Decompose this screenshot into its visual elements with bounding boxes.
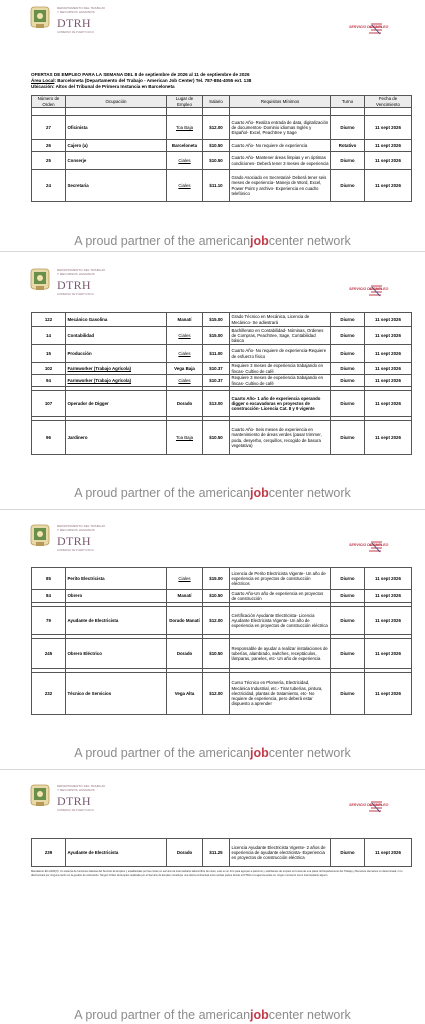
cell-order: 94 <box>32 375 66 387</box>
partner-job: job <box>250 746 269 760</box>
document-page-2 <box>0 262 425 510</box>
cell-place: Dorado <box>167 839 203 867</box>
cell-occupation: Ayudante de Electricista <box>66 607 167 635</box>
partner-american: american <box>198 746 251 760</box>
cell-occupation: Obrero <box>66 590 167 603</box>
cell-shift: Diurno <box>331 116 365 140</box>
cell-order: 84 <box>32 590 66 603</box>
cell-salary: $11.10 <box>203 170 230 202</box>
cell-occupation: Jardinero <box>66 421 167 455</box>
cell-order: 15 <box>32 345 66 363</box>
partner-prefix: A proud partner of the <box>74 486 199 500</box>
cell-requirements: Certificación Ayudante Electricista- Licencia Ayudante Electricista Vigente- Un año de experiencia en proyectos de construcción eléctrica <box>230 607 331 635</box>
cell-place: Ciales <box>167 327 203 345</box>
partner-center: center <box>268 1008 304 1022</box>
cell-requirements: Cuarto Año- Mantener áreas limpias y en óptimas condiciones- Deberá tener 3 meses de experiencia <box>230 152 331 170</box>
agency-line-2: Y RECURSOS HUMANOS <box>57 528 95 532</box>
table-row <box>32 313 412 327</box>
cell-due: 11 sept 2026 <box>365 152 412 170</box>
puerto-rico-seal-icon <box>30 268 50 292</box>
cell-shift: Diurno <box>331 607 365 635</box>
cell-shift: Diurno <box>331 363 365 375</box>
cell-requirements: Grado Técnico en Mecánica, Licencia de Mecánico- Se adiestrará <box>230 313 331 327</box>
cell-requirements: Cuarto Año- Realiza entrada de data, digitalización de documentos- Dominio idiomas Inglés y Español- Excel, Peachtree y Sage <box>230 116 331 140</box>
partner-job: job <box>250 486 269 500</box>
table-row <box>32 327 412 345</box>
cell-requirements: Cuarto Año- No requiere de experiencia <box>230 140 331 152</box>
cell-place: Manatí <box>167 590 203 603</box>
cell-due: 11 sept 2026 <box>365 839 412 867</box>
table-row <box>32 639 412 669</box>
cell-salary: $12.00 <box>203 116 230 140</box>
cell-requirements: Grado Asociado en Secretarial- Deberá tener seis meses de experiencia- Manejo de Word, Excel, Power Point y archivo- Experiencia en cuadro telefónico <box>230 170 331 202</box>
agency-acronym: DTRH <box>57 794 91 808</box>
cell-salary: $10.50 <box>203 639 230 669</box>
agency-acronym: DTRH <box>57 278 91 292</box>
page-header <box>0 518 425 558</box>
area-text: : Barceloneta (Departamento del Trabajo - American Job Center) Tel. 787-884-4055 ext. 138 <box>54 78 252 83</box>
table-row <box>32 375 412 387</box>
cell-due: 11 sept 2026 <box>365 421 412 455</box>
partner-center: center <box>268 234 304 248</box>
gov-line: GOBIERNO DE PUERTO RICO <box>57 31 94 34</box>
gov-line: GOBIERNO DE PUERTO RICO <box>57 293 94 296</box>
table-row <box>32 108 412 116</box>
cell-occupation: Farmworker (Trabajo Agrícola) <box>66 375 167 387</box>
puerto-rico-seal-icon <box>30 524 50 548</box>
cell-occupation: Farmworker (Trabajo Agrícola) <box>66 363 167 375</box>
col-header-requirements: Requisitos Mínimos <box>230 96 331 108</box>
partner-suffix: network <box>303 234 351 248</box>
cell-requirements: Cuarto Año-Un año de experiencia en proyectos de construcción <box>230 590 331 603</box>
table-row <box>32 363 412 375</box>
cell-due: 11 sept 2026 <box>365 568 412 590</box>
table-row <box>32 152 412 170</box>
partner-prefix: A proud partner of the <box>74 1008 199 1022</box>
cell-due: 11 sept 2026 <box>365 639 412 669</box>
table-row <box>32 568 412 590</box>
cell-order: 232 <box>32 673 66 715</box>
cell-occupation: Técnico de Servicios <box>66 673 167 715</box>
table-row <box>32 421 412 455</box>
cell-requirements: Licencia Ayudante Electricista Vigente- 2 años de experiencia de ayudante electricista- Experiencia en proyectos de construcción eléctrica <box>230 839 331 867</box>
partner-prefix: A proud partner of the <box>74 746 199 760</box>
col-header-place: Lugar de Empleo <box>167 96 203 108</box>
cell-due: 11 sept 2026 <box>365 345 412 363</box>
cell-salary: $10.50 <box>203 421 230 455</box>
cell-order: 122 <box>32 313 66 327</box>
document-page-1 <box>0 0 425 252</box>
cell-shift: Diurno <box>331 345 365 363</box>
cell-place: Manatí <box>167 313 203 327</box>
cell-requirements: Cuarto Año- 1 año de experiencia operando digger o excavadoras en proyectos de construcción- Licencia Cat. 8 y 9 vigente <box>230 391 331 417</box>
cell-shift: Diurno <box>331 568 365 590</box>
cell-requirements: Cuarto Año- Seis meses de experiencia en mantenimiento de áreas verdes (pasar trimmer, poda, desyerbo, cerquillos, recogido de basura vegetativa) <box>230 421 331 455</box>
table-row <box>32 170 412 202</box>
cell-shift: Diurno <box>331 391 365 417</box>
table-row <box>32 590 412 603</box>
col-header-occupation: Ocupación <box>66 96 167 108</box>
cell-shift: Diurno <box>331 639 365 669</box>
cell-place: Ciales <box>167 375 203 387</box>
document-page-3 <box>0 518 425 770</box>
cell-order: 79 <box>32 607 66 635</box>
agency-line-2: Y RECURSOS HUMANOS <box>57 10 95 14</box>
gov-line: GOBIERNO DE PUERTO RICO <box>57 549 94 552</box>
cell-shift: Diurno <box>331 673 365 715</box>
agency-line-2: Y RECURSOS HUMANOS <box>57 788 95 792</box>
cell-salary: $12.00 <box>203 673 230 715</box>
offers-title: OFERTAS DE EMPLEO PARA LA SEMANA DEL 8 de septiembre de 2026 al 11 de septiembre de 2026 <box>31 72 250 77</box>
agency-line-1: DEPARTAMENTO DEL TRABAJO <box>57 6 106 10</box>
cell-shift: Diurno <box>331 170 365 202</box>
area-label: Área Local <box>31 78 55 83</box>
cell-order: 25 <box>32 152 66 170</box>
agency-line-1: DEPARTAMENTO DEL TRABAJO <box>57 524 106 528</box>
cell-occupation: Mecánico Gasolina <box>66 313 167 327</box>
cell-salary: $11.25 <box>203 839 230 867</box>
cell-requirements: Requiere 3 meses de experiencia trabajando en fincas- Cultivo de café <box>230 363 331 375</box>
puerto-rico-seal-icon <box>30 784 50 808</box>
cell-salary: $10.50 <box>203 140 230 152</box>
agency-line-1: DEPARTAMENTO DEL TRABAJO <box>57 268 106 272</box>
jobs-table-page-4 <box>31 838 412 867</box>
jobs-table-page-2 <box>31 312 412 455</box>
partner-suffix: network <box>303 746 351 760</box>
cell-place: Vega Baja <box>167 363 203 375</box>
cell-occupation: Conserje <box>66 152 167 170</box>
cell-shift: Diurno <box>331 839 365 867</box>
cell-requirements: Responsable de ayudar a realizar instalaciones de tuberías, alambrado, switches, receptáculos, lámparas, paneles, etc- Un año de experiencia <box>230 639 331 669</box>
cell-place: Ciales <box>167 345 203 363</box>
cell-salary: $10.37 <box>203 363 230 375</box>
cell-requirements: Cuarto Año- No requiere de experiencia-Requiere de esfuerzo físico <box>230 345 331 363</box>
cell-occupation: Perito Electricista <box>66 568 167 590</box>
gov-line: GOBIERNO DE PUERTO RICO <box>57 809 94 812</box>
cell-place: Ciales <box>167 568 203 590</box>
cell-shift: Rotativo <box>331 140 365 152</box>
puerto-rico-seal-icon <box>30 6 50 30</box>
cell-salary: $10.50 <box>203 152 230 170</box>
cell-place: Toa Baja <box>167 421 203 455</box>
cell-shift: Diurno <box>331 590 365 603</box>
cell-salary: $10.37 <box>203 375 230 387</box>
table-row <box>32 140 412 152</box>
cell-requirements: Curso Técnico en Plomería, Electricidad, Mecánica Industrial, etc.- Tirar tuberías, pintura, electricidad, plantas de tratamiento, etc- No requiere de experiencia, pero deberá estar dispuesto a aprender <box>230 673 331 715</box>
document-page-4 <box>0 778 425 1024</box>
cell-shift: Diurno <box>331 421 365 455</box>
cell-salary: $15.00 <box>203 327 230 345</box>
partner-center: center <box>268 486 304 500</box>
cell-occupation: Obrero Eléctrico <box>66 639 167 669</box>
cell-due: 11 sept 2026 <box>365 607 412 635</box>
table-row <box>32 391 412 417</box>
cell-due: 11 sept 2026 <box>365 673 412 715</box>
cell-place: Ciales <box>167 170 203 202</box>
cell-salary: $10.50 <box>203 590 230 603</box>
cell-occupation: Producción <box>66 345 167 363</box>
col-header-shift: Turno <box>331 96 365 108</box>
footer-legal-note: Mandatorio EO-2026(X): Un sistema de funciones básicas del Servicio de Empleo y establecidas por las cortes un servicio de intermediario laboral libre de costo, esto es un foro para agrupar a patronos y solicitantes de empleo en busca de una plaza. El Departamento del Trabajo y Recursos Humanos no determinará, ni lo discriminará por ninguna razón en la gestión de colocación. Ningún Orden de Empleo realizada por el Servicio de Empleo constituye una oferta contractual entre ambas partes donde el DTRH o la agencia actúe en ningún momento como intermediario alguno. <box>31 870 403 877</box>
table-row <box>32 345 412 363</box>
partner-american: american <box>198 486 251 500</box>
cell-order: 107 <box>32 391 66 417</box>
agency-acronym: DTRH <box>57 16 91 30</box>
col-header-salary: Salario <box>203 96 230 108</box>
service-logo-text: SERVICIO DE EMPLEO <box>349 543 389 547</box>
partner-tagline <box>0 486 425 500</box>
page-header <box>0 0 425 40</box>
cell-place: Dorado <box>167 391 203 417</box>
cell-occupation: Contabilidad <box>66 327 167 345</box>
cell-order: 85 <box>32 568 66 590</box>
cell-salary: $15.00 <box>203 313 230 327</box>
cell-order: 27 <box>32 116 66 140</box>
partner-suffix: network <box>303 1008 351 1022</box>
cell-salary: $12.00 <box>203 607 230 635</box>
cell-due: 11 sept 2026 <box>365 116 412 140</box>
page-header <box>0 262 425 302</box>
cell-salary: $11.00 <box>203 345 230 363</box>
table-header-row <box>32 96 412 108</box>
partner-center: center <box>268 746 304 760</box>
partner-american: american <box>198 1008 251 1022</box>
jobs-table-page-1 <box>31 95 412 202</box>
cell-shift: Diurno <box>331 152 365 170</box>
col-header-order: Número de Orden <box>32 96 66 108</box>
service-logo-text: SERVICIO DE EMPLEO <box>349 287 389 291</box>
col-header-due: Fecha de Vencimiento <box>365 96 412 108</box>
cell-order: 239 <box>32 839 66 867</box>
cell-order: 14 <box>32 327 66 345</box>
cell-order: 245 <box>32 639 66 669</box>
cell-requirements: Requiere 3 meses de experiencia trabajando en fincas- Cultivo de café <box>230 375 331 387</box>
page-header <box>0 778 425 818</box>
partner-tagline <box>0 234 425 248</box>
service-logo-text: SERVICIO DE EMPLEO <box>349 25 389 29</box>
cell-shift: Diurno <box>331 327 365 345</box>
partner-tagline <box>0 746 425 760</box>
cell-requirements: Licencia de Perito Electricista Vigente- Un año de experiencia en proyectos de construcción eléctricos <box>230 568 331 590</box>
cell-shift: Diurno <box>331 313 365 327</box>
cell-occupation: Oficinista <box>66 116 167 140</box>
partner-tagline <box>0 1008 425 1022</box>
agency-line-1: DEPARTAMENTO DEL TRABAJO <box>57 784 106 788</box>
table-row <box>32 839 412 867</box>
partner-job: job <box>250 234 269 248</box>
cell-due: 11 sept 2026 <box>365 375 412 387</box>
cell-order: 26 <box>32 140 66 152</box>
location-line: Ubicación: Altos del Tribunal de Primera Instancia en Barceloneta <box>31 84 175 89</box>
partner-suffix: network <box>303 486 351 500</box>
cell-place: Dorado Manatí <box>167 607 203 635</box>
agency-acronym: DTRH <box>57 534 91 548</box>
cell-place: Vega Alta <box>167 673 203 715</box>
cell-due: 11 sept 2026 <box>365 327 412 345</box>
cell-salary: $15.00 <box>203 568 230 590</box>
partner-job: job <box>250 1008 269 1022</box>
partner-prefix: A proud partner of the <box>74 234 199 248</box>
cell-occupation: Cajero (a) <box>66 140 167 152</box>
cell-occupation: Ayudante de Electricista <box>66 839 167 867</box>
partner-american: american <box>198 234 251 248</box>
cell-requirements: Bachillerato en Contabilidad- Nóminas, Ordenes de Compras, Peachtree, Sage, Contabilidad básica <box>230 327 331 345</box>
cell-salary: $13.00 <box>203 391 230 417</box>
cell-shift: Diurno <box>331 375 365 387</box>
service-logo-text: SERVICIO DE EMPLEO <box>349 803 389 807</box>
cell-place: Dorado <box>167 639 203 669</box>
cell-due: 11 sept 2026 <box>365 391 412 417</box>
cell-occupation: Secretaria <box>66 170 167 202</box>
cell-occupation: Operador de Digger <box>66 391 167 417</box>
cell-due: 11 sept 2026 <box>365 313 412 327</box>
cell-due: 11 sept 2026 <box>365 140 412 152</box>
jobs-table-page-3 <box>31 567 412 715</box>
cell-order: 96 <box>32 421 66 455</box>
table-row <box>32 116 412 140</box>
cell-due: 11 sept 2026 <box>365 363 412 375</box>
cell-place: Ciales <box>167 152 203 170</box>
cell-due: 11 sept 2026 <box>365 170 412 202</box>
table-row <box>32 673 412 715</box>
cell-place: Toa Baja <box>167 116 203 140</box>
cell-order: 102 <box>32 363 66 375</box>
cell-place: Barceloneta <box>167 140 203 152</box>
table-row <box>32 607 412 635</box>
agency-line-2: Y RECURSOS HUMANOS <box>57 272 95 276</box>
cell-due: 11 sept 2026 <box>365 590 412 603</box>
cell-order: 24 <box>32 170 66 202</box>
